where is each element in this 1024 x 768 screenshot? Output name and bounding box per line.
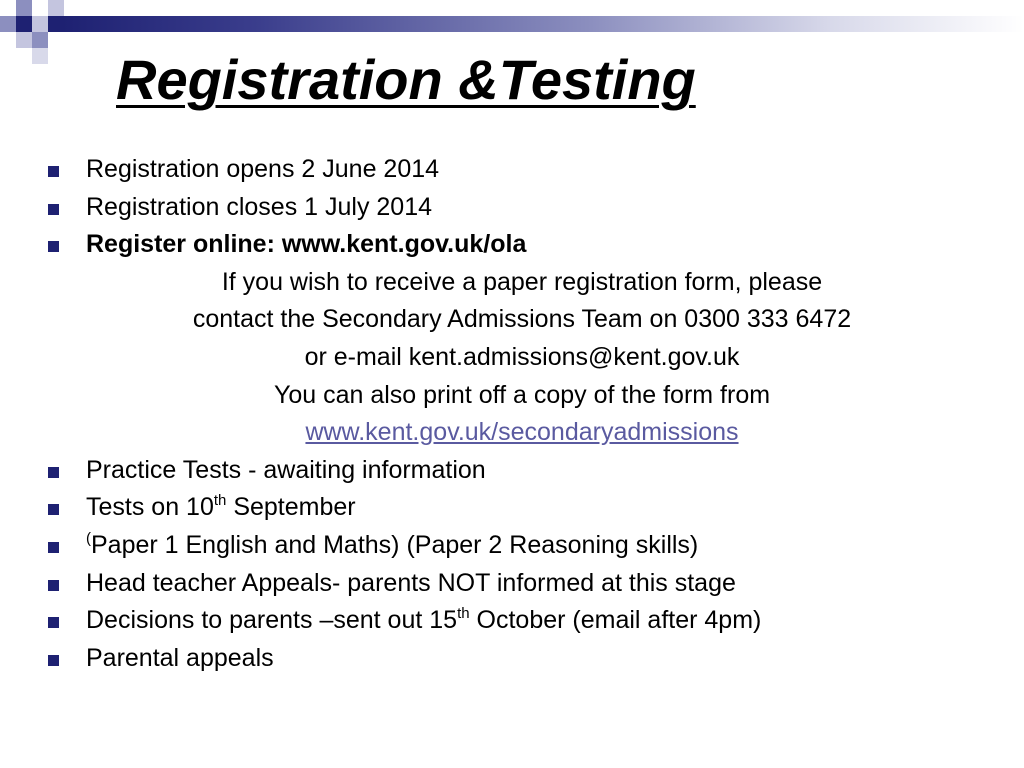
decisions-prefix: Decisions to parents –sent out 15 <box>86 606 458 635</box>
slide-content <box>0 151 1024 677</box>
list-item <box>0 527 1024 565</box>
list-item <box>0 640 1024 678</box>
secondary-admissions-link-row <box>0 414 1024 452</box>
decorative-squares <box>0 0 80 64</box>
decorative-gradient-bar <box>62 16 1024 32</box>
square-bullet-icon <box>48 655 59 666</box>
square-bullet-icon <box>48 542 59 553</box>
register-online-text: Register online: www.kent.gov.uk/ola <box>86 230 527 259</box>
list-item <box>0 226 1024 264</box>
list-item <box>0 489 1024 527</box>
parental-appeals-text: Parental appeals <box>86 643 274 672</box>
registration-closes-text: Registration closes 1 July 2014 <box>86 192 433 221</box>
tests-date-text <box>86 489 356 527</box>
papers-open-paren: ( <box>86 529 91 547</box>
slide-title: Registration &Testing <box>116 48 696 111</box>
paper-form-line-2: contact the Secondary Admissions Team on 0300 333 6472 <box>192 305 852 334</box>
square-bullet-icon <box>48 467 59 478</box>
square-bullet-icon <box>48 166 59 177</box>
tests-date-suffix: September <box>226 493 356 522</box>
registration-opens-text: Registration opens 2 June 2014 <box>86 155 440 183</box>
square-bullet-icon <box>48 204 59 215</box>
decisions-superscript: th <box>457 605 470 623</box>
paper-form-line-3: or e-mail kent.admissions@kent.gov.uk <box>304 342 740 371</box>
practice-tests-text: Practice Tests - awaiting information <box>86 455 486 484</box>
list-item <box>0 565 1024 603</box>
square-bullet-icon <box>48 580 59 591</box>
square-bullet-icon <box>48 241 59 252</box>
list-item <box>0 452 1024 490</box>
paper-form-line-1: If you wish to receive a paper registration form, please <box>221 267 823 296</box>
tests-date-prefix: Tests on 10 <box>86 493 214 522</box>
papers-description: Paper 1 English and Maths) (Paper 2 Reasoning skills) <box>91 530 699 559</box>
papers-text <box>86 527 698 565</box>
tests-date-superscript: th <box>213 492 227 510</box>
paper-form-line-4: You can also print off a copy of the form from <box>273 380 771 409</box>
list-item <box>0 151 1024 189</box>
list-item <box>0 189 1024 227</box>
list-item <box>0 602 1024 640</box>
square-bullet-icon <box>48 504 59 515</box>
secondary-admissions-link[interactable]: www.kent.gov.uk/secondaryadmissions <box>305 418 739 447</box>
head-teacher-appeals-text: Head teacher Appeals- parents NOT informed at this stage <box>86 568 736 597</box>
square-bullet-icon <box>48 617 59 628</box>
decisions-suffix: October (email after 4pm) <box>469 606 762 635</box>
decisions-text <box>86 602 761 640</box>
